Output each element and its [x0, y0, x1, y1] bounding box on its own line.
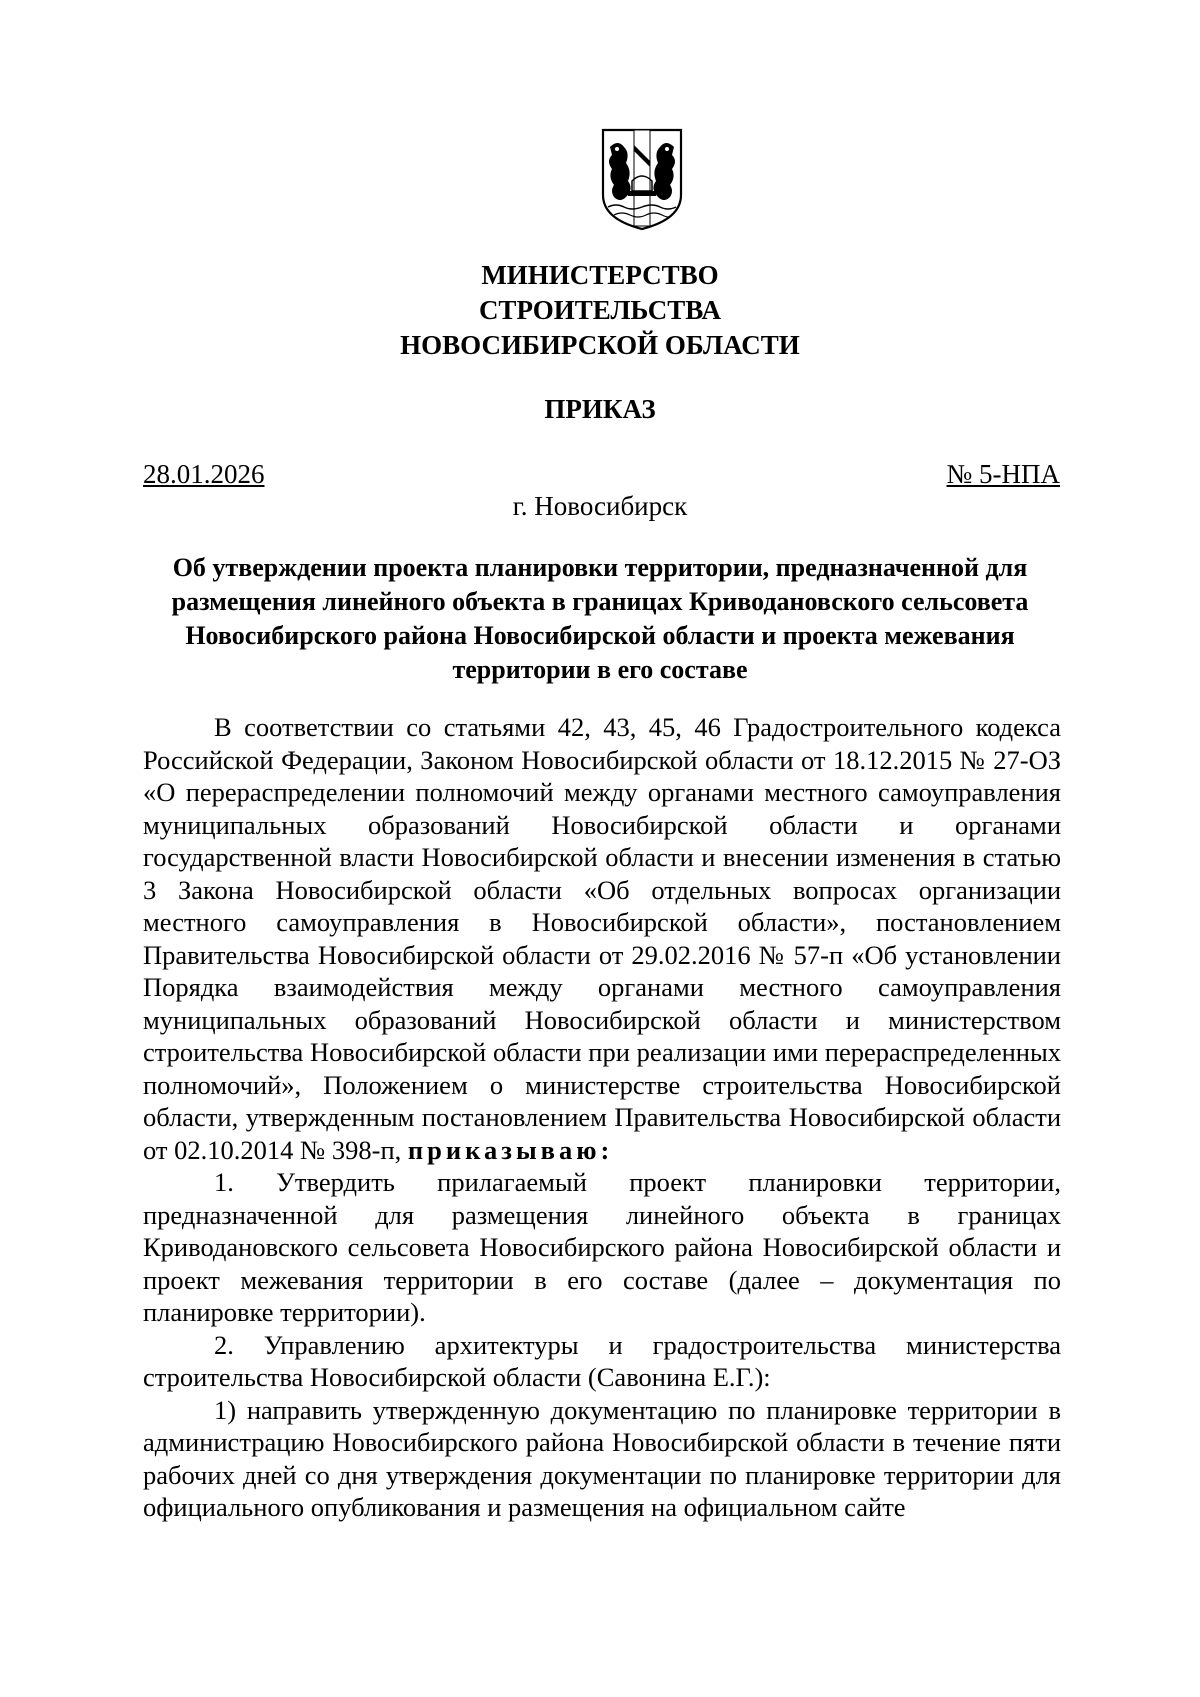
paragraph-preamble — [143, 711, 1061, 1166]
ministry-line-3: НОВОСИБИРСКОЙ ОБЛАСТИ — [400, 330, 800, 360]
subject-line-4: территории в его составе — [452, 655, 748, 684]
ministry-line-2: СТРОИТЕЛЬСТВА — [478, 295, 722, 325]
order-subject — [150, 551, 1050, 687]
preamble-text: В соответствии со статьями 42, 43, 45, 46 Градостроительного кодекса Российской Федерации, Законом Новосибирской области от 18.12.2015 № 27-ОЗ «О перераспределении полномочий между органами местного самоуправления муниципальных образований Новосибирской области и органами государственной власти Новосибирской области и внесении изменения в статью 3 Закона Новосибирской области «Об отдельных вопросах организации местного самоуправления в Новосибирской области», постановлением Правительства Новосибирской области от 29.02.2016 № 57-п «Об установлении Порядка взаимодействия между органами местного самоуправления муниципальных образований Новосибирской области и министерством строительства Новосибирской области при реализации ими перераспределенных полномочий», Положением о министерстве строительства Новосибирской области, утвержденным постановлением Правительства Новосибирской области от 02.10.2014 № 398-п, — [143, 712, 1061, 1165]
subject-line-1: Об утверждении проекта планировки территории, предназначенной для — [172, 553, 1028, 582]
order-number: № 5-НПА — [946, 459, 1060, 489]
subject-line-2: размещения линейного объекта в границах Криводановского сельсовета — [171, 587, 1029, 616]
coat-of-arms-icon — [600, 127, 684, 231]
ministry-name — [0, 258, 1200, 363]
paragraph-item-2: 2. Управлению архитектуры и градостроительства министерства строительства Новосибирской области (Савонина Е.Г.): — [143, 1329, 1061, 1392]
order-title: ПРИКАЗ — [544, 394, 656, 424]
subject-line-3: Новосибирского района Новосибирской области и проекта межевания — [185, 621, 1015, 650]
order-date: 28.01.2026 — [143, 459, 265, 489]
paragraph-item-1: 1. Утвердить прилагаемый проект планировки территории, предназначенной для размещения линейного объекта в границах Криводановского сельсовета Новосибирского района Новосибирской области и проект межевания территории в его составе (далее – документация по планировке территории). — [143, 1167, 1061, 1327]
order-command: приказываю: — [407, 1134, 614, 1165]
paragraph-subitem-1: 1) направить утвержденную документацию по планировке территории в администрацию Новосибирского района Новосибирской области в течение пяти рабочих дней со дня утверждения документации по планировке территории для официального опубликования и размещения на официальном сайте — [143, 1394, 1061, 1522]
order-body — [143, 711, 1061, 1524]
city: г. Новосибирск — [512, 491, 688, 521]
ministry-line-1: МИНИСТЕРСТВО — [481, 260, 719, 290]
